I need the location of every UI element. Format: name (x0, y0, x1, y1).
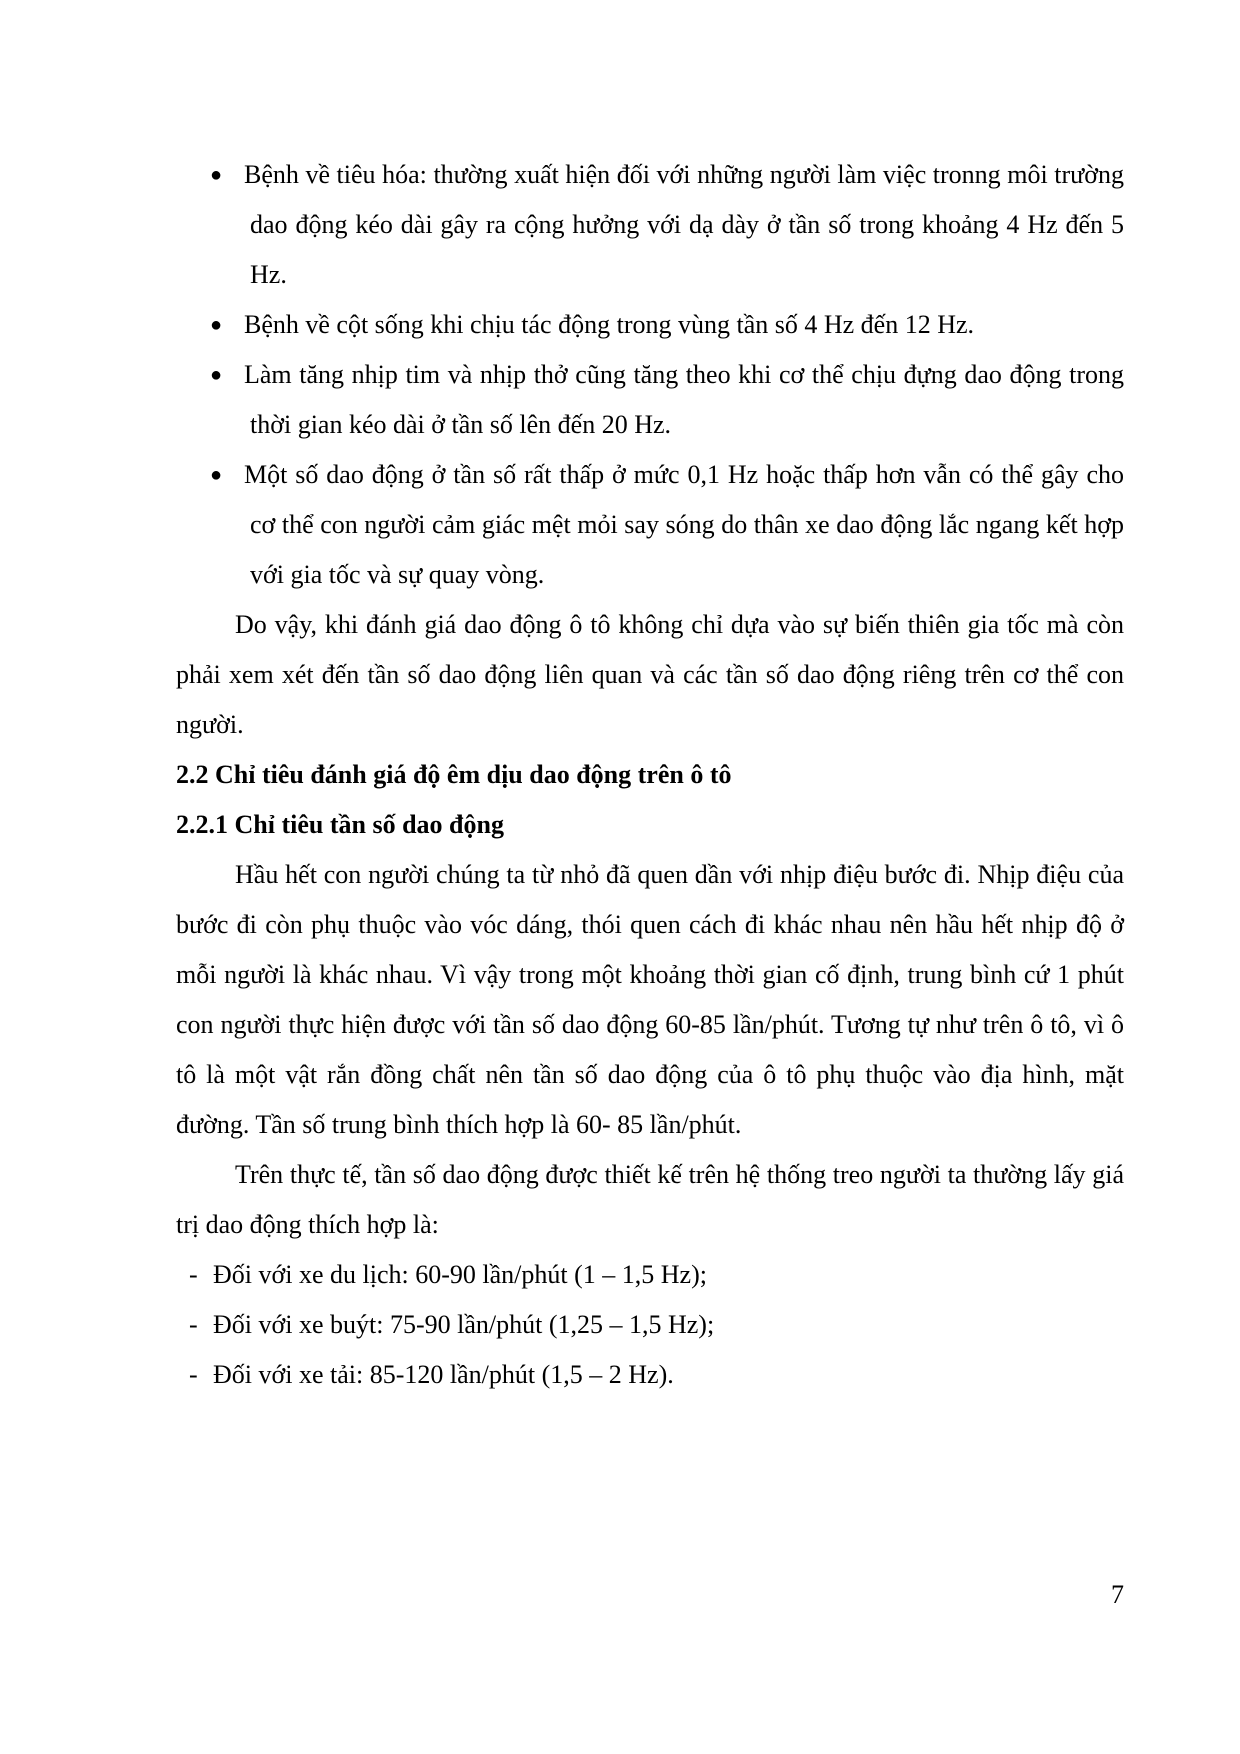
frequency-paragraph: Hầu hết con người chúng ta từ nhỏ đã quen dần với nhịp điệu bước đi. Nhịp điệu của bước đi còn phụ thuộc vào vóc dáng, thói quen cách đi khác nhau nên hầu hết nhịp độ ở mỗi người là khác nhau. Vì vậy trong một khoảng thời gian cố định, trung bình cứ 1 phút con người thực hiện được với tần số dao động 60-85 lần/phút. Tương tự như trên ô tô, vì ô tô là một vật rắn đồng chất nên tần số dao động của ô tô phụ thuộc vào địa hình, mặt đường. Tần số trung bình thích hợp là 60- 85 lần/phút. (176, 860, 1124, 1139)
dash-marker: - (189, 1360, 198, 1389)
list-item-text: Một số dao động ở tần số rất thấp ở mức 0,1 Hz hoặc thấp hơn vẫn có thể gây cho cơ thể con người cảm giác mệt mỏi say sóng do thân xe dao động lắc ngang kết hợp với gia tốc và sự quay vòng. (244, 460, 1124, 589)
dash-marker: - (189, 1260, 198, 1289)
bullet-icon: ● (210, 464, 223, 486)
bullet-icon: ● (210, 364, 223, 386)
page-number: 7 (1111, 1580, 1124, 1609)
list-item-text: Đối với xe buýt: 75-90 lần/phút (1,25 – 1,5 Hz); (213, 1310, 715, 1339)
subsection-heading: 2.2.1 Chỉ tiêu tần số dao động (176, 810, 504, 839)
practice-paragraph: Trên thực tế, tần số dao động được thiết kế trên hệ thống treo người ta thường lấy giá trị dao động thích hợp là: (176, 1160, 1124, 1239)
vehicle-frequency-list (176, 1250, 1124, 1400)
list-item (176, 350, 1124, 450)
list-item (176, 300, 1124, 350)
list-item-text: Bệnh về cột sống khi chịu tác động trong vùng tần số 4 Hz đến 12 Hz. (244, 310, 975, 339)
list-item-text: Đối với xe du lịch: 60-90 lần/phút (1 – 1,5 Hz); (213, 1260, 707, 1289)
conclusion-paragraph: Do vậy, khi đánh giá dao động ô tô không chỉ dựa vào sự biến thiên gia tốc mà còn phải xem xét đến tần số dao động liên quan và các tần số dao động riêng trên cơ thể con người. (176, 610, 1124, 739)
list-item (176, 150, 1124, 300)
bullet-icon: ● (210, 314, 223, 336)
health-effects-list (176, 150, 1124, 600)
dash-marker: - (189, 1310, 198, 1339)
page-content (176, 150, 1124, 1400)
list-item-text: Đối với xe tải: 85-120 lần/phút (1,5 – 2 Hz). (213, 1360, 674, 1389)
list-item (176, 1250, 1124, 1300)
list-item-text: Làm tăng nhịp tim và nhịp thở cũng tăng theo khi cơ thể chịu đựng dao động trong thời gian kéo dài ở tần số lên đến 20 Hz. (244, 360, 1124, 439)
list-item-text: Bệnh về tiêu hóa: thường xuất hiện đối với những người làm việc tronng môi trường dao động kéo dài gây ra cộng hưởng với dạ dày ở tần số trong khoảng 4 Hz đến 5 Hz. (244, 160, 1124, 289)
list-item (176, 1350, 1124, 1400)
section-heading: 2.2 Chỉ tiêu đánh giá độ êm dịu dao động trên ô tô (176, 760, 732, 789)
list-item (176, 450, 1124, 600)
list-item (176, 1300, 1124, 1350)
bullet-icon: ● (210, 164, 223, 186)
